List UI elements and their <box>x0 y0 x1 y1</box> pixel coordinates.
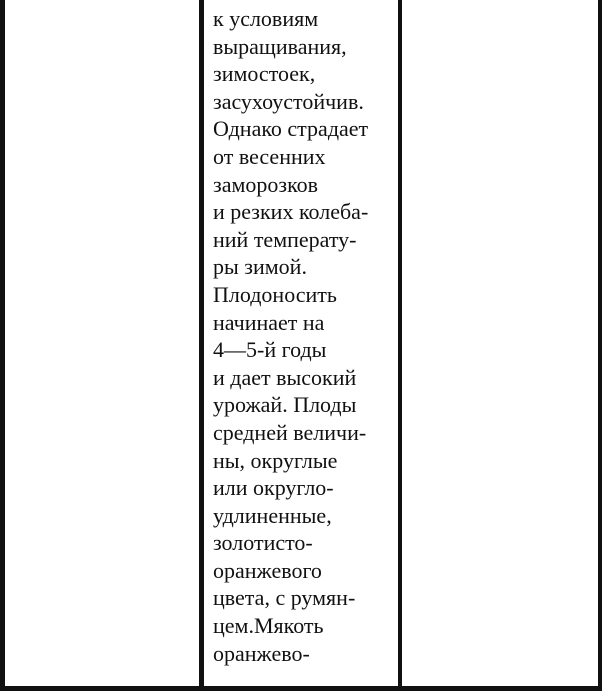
text-line: средней величи- <box>213 419 367 445</box>
table-border-right <box>598 0 602 691</box>
table-border-left <box>0 0 5 691</box>
table-column-divider <box>398 0 402 691</box>
text-line: или округло- <box>213 475 334 501</box>
text-line: оранжевого <box>213 557 322 583</box>
table-cell-right <box>402 0 598 686</box>
text-line: заморозков <box>213 171 319 197</box>
text-line: удлиненные, <box>213 502 332 528</box>
text-line: ры зимой. <box>213 254 307 280</box>
text-line: ний температу- <box>213 226 357 252</box>
text-line: засухоустойчив. <box>213 88 364 114</box>
text-line: цем.Мякоть <box>213 613 324 639</box>
text-line: цвета, с румян- <box>213 585 356 611</box>
text-line: 4—5-й годы <box>213 337 327 363</box>
table-border-bottom <box>0 686 602 691</box>
text-line: и резких колеба- <box>213 199 369 225</box>
text-line: оранжево- <box>213 640 310 666</box>
table-column-divider <box>199 0 204 691</box>
text-line: и дает высокий <box>213 364 357 390</box>
text-line: выращивания, <box>213 33 347 59</box>
text-line: золотисто- <box>213 530 313 556</box>
cell-text-block <box>213 5 368 667</box>
text-line: от весенних <box>213 143 326 169</box>
text-line: урожай. Плоды <box>213 392 357 418</box>
table-cell-middle <box>204 0 398 686</box>
text-line: Однако страдает <box>213 116 369 142</box>
text-line: к условиям <box>213 6 319 31</box>
text-line: зимостоек, <box>213 61 316 87</box>
text-line: ны, округлые <box>213 447 338 473</box>
table-cell-left <box>5 0 199 686</box>
text-line: начинает на <box>213 309 325 335</box>
text-line: Плодоносить <box>213 281 337 307</box>
